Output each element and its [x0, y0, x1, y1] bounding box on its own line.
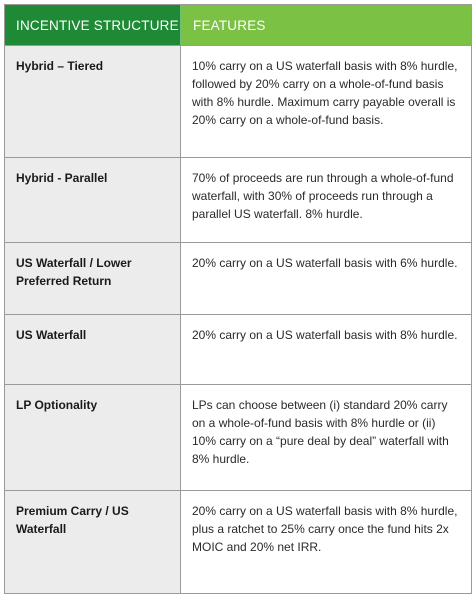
row-1-features: 10% carry on a US waterfall basis with 8% hurdle, followed by 20% carry on a whole-of-fund basis with 8% hurdle. Maximum carry payable overall is 20% carry on a whole-of-fund basis.: [181, 45, 471, 157]
row-6-type: Premium Carry / US Waterfall: [5, 490, 181, 593]
row-1-type: Hybrid – Tiered: [5, 45, 181, 157]
row-3-type: US Waterfall / Lower Preferred Return: [5, 242, 181, 314]
row-4-features: 20% carry on a US waterfall basis with 8% hurdle.: [181, 314, 471, 384]
row-5-features: LPs can choose between (i) standard 20% carry on a whole-of-fund basis with 8% hurdle or (ii) 10% carry on a “pure deal by deal” waterfall with 8% hurdle.: [181, 384, 471, 490]
row-2-type: Hybrid - Parallel: [5, 157, 181, 242]
row-2-features: 70% of proceeds are run through a whole-of-fund waterfall, with 30% of proceeds run through a parallel US waterfall. 8% hurdle.: [181, 157, 471, 242]
row-4-type: US Waterfall: [5, 314, 181, 384]
incentive-structure-table: [4, 4, 472, 594]
row-5-type: LP Optionality: [5, 384, 181, 490]
header-incentive-structure: INCENTIVE STRUCTURE: [5, 5, 181, 45]
row-3-features: 20% carry on a US waterfall basis with 6% hurdle.: [181, 242, 471, 314]
header-features: FEATURES: [181, 5, 471, 45]
row-6-features: 20% carry on a US waterfall basis with 8% hurdle, plus a ratchet to 25% carry once the fund hits 2x MOIC and 20% net IRR.: [181, 490, 471, 593]
